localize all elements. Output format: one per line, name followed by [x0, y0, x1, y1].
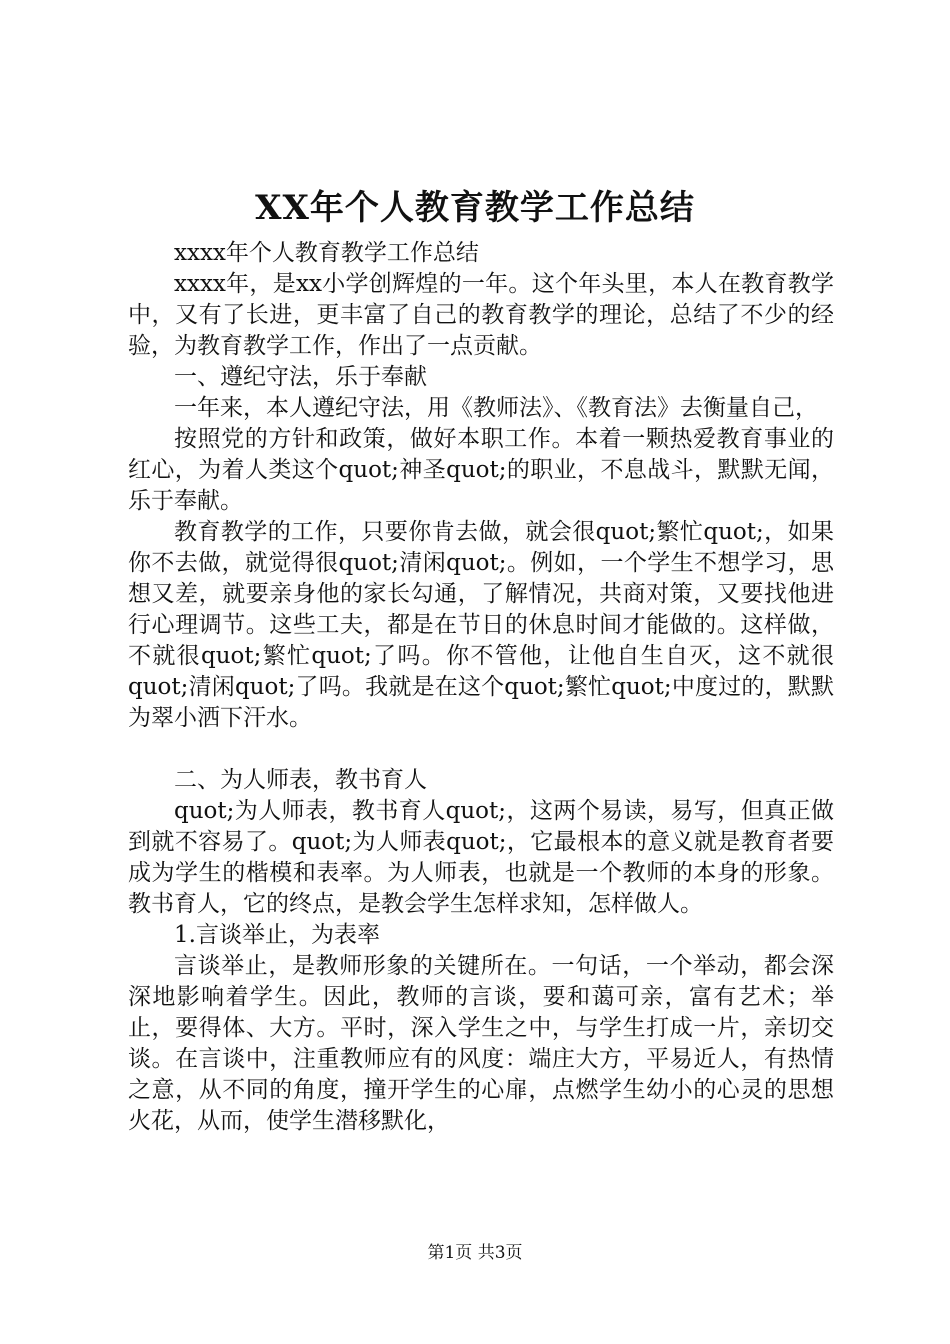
subsection-heading: 1.言谈举止，为表率 [174, 922, 380, 948]
paragraph: xxxx年，是xx小学创辉煌的一年。这个年头里，本人在教育教学中，又有了长进，更丰富了自己的教育教学的理论，总结了不少的经验，为教育教学工作，作出了一点贡献。 [128, 271, 834, 359]
section-heading: 一、遵纪守法，乐于奉献 [174, 364, 427, 390]
paragraph: 一年来，本人遵纪守法，用《教师法》、《教育法》去衡量自己， [174, 395, 818, 421]
section-heading: 二、为人师表，教书育人 [174, 767, 427, 793]
paragraph: xxxx年个人教育教学工作总结 [174, 240, 479, 266]
paragraph: quot;为人师表，教书育人quot;，这两个易读，易写，但真正做到就不容易了。quot;为人师表quot;，它最根本的意义就是教育者要成为学生的楷模和表率。为人师表，也就是一个教师的本身的形象。教书育人，它的终点，是教会学生怎样求知，怎样做人。 [128, 798, 834, 917]
page-number: 第1页 共3页 [427, 1243, 523, 1263]
paragraph: 教育教学的工作，只要你肯去做，就会很quot;繁忙quot;，如果你不去做，就觉得很quot;清闲quot;。例如，一个学生不想学习，思想又差，就要亲身他的家长勾通，了解情况，共商对策，又要找他进行心理调节。这些工夫，都是在节日的休息时间才能做的。这样做，不就很quot;繁忙quot;了吗。你不管他，让他自生自灭，这不就很quot;清闲quot;了吗。我就是在这个quot;繁忙quot;中度过的，默默为翠小洒下汗水。 [128, 519, 834, 731]
document-body [128, 238, 834, 1137]
paragraph: 言谈举止，是教师形象的关键所在。一句话，一个举动，都会深深地影响着学生。因此，教师的言谈，要和蔼可亲，富有艺术；举止，要得体、大方。平时，深入学生之中，与学生打成一片，亲切交谈。在言谈中，注重教师应有的风度：端庄大方，平易近人，有热情之意，从不同的角度，撞开学生的心扉，点燃学生幼小的心灵的思想火花，从而，使学生潜移默化， [128, 953, 834, 1134]
paragraph: 按照党的方针和政策，做好本职工作。本着一颗热爱教育事业的红心，为着人类这个quot;神圣quot;的职业，不息战斗，默默无闻，乐于奉献。 [128, 426, 834, 514]
document-title: XX年个人教育教学工作总结 [255, 188, 695, 228]
